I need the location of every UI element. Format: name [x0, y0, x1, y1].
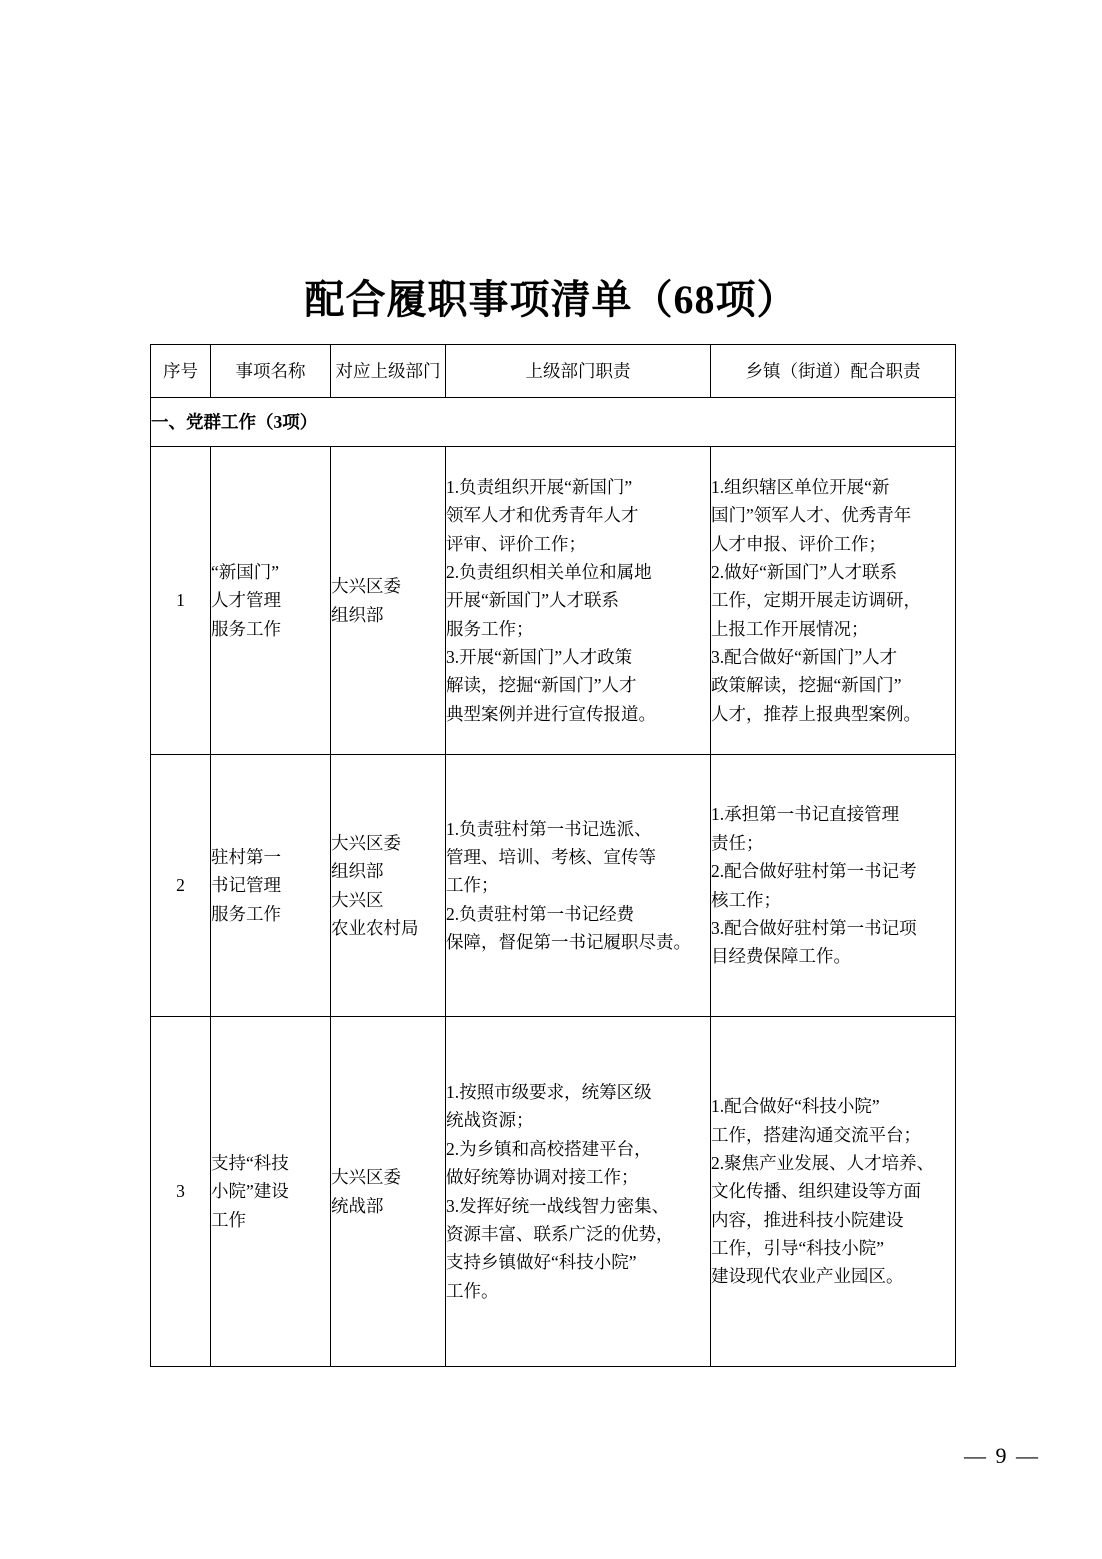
item-name-cell: 支持“科技 小院”建设 工作 [211, 1152, 289, 1230]
township-duty-cell: 1.组织辖区单位开展“新 国门”领军人才、优秀青年 人才申报、评价工作； 2.做好“新国门”人才联系 工作，定期开展走访调研， 上报工作开展情况； 3.配合做好“新国门”人才 政策解读，挖掘“新国门” 人才，推荐上报典型案例。 [711, 476, 921, 724]
upper-duty-cell: 1.负责组织开展“新国门” 领军人才和优秀青年人才 评审、评价工作； 2.负责组织相关单位和属地 开展“新国门”人才联系 服务工作； 3.开展“新国门”人才政策 解读，挖掘“新国门”人才 典型案例并进行宣传报道。 [446, 476, 656, 724]
upper-dept-cell: 大兴区委 组织部 [331, 576, 401, 625]
upper-dept-cell: 大兴区委 统战部 [331, 1167, 401, 1216]
duty-list-table [150, 344, 956, 1367]
row-number: 3 [151, 1017, 211, 1367]
upper-duty-cell: 1.负责驻村第一书记选派、 管理、培训、考核、宣传等 工作； 2.负责驻村第一书记经费 保障，督促第一书记履职尽责。 [446, 818, 691, 953]
row-number: 1 [151, 447, 211, 755]
section-title: 一、党群工作（3项） [151, 398, 956, 447]
column-header-upper-duty: 上级部门职责 [446, 345, 711, 398]
page-number: — 9 — [964, 1443, 1040, 1468]
page-title: 配合履职事项清单（68项） [304, 277, 798, 322]
table-row [151, 447, 956, 755]
row-number: 2 [151, 755, 211, 1017]
item-name-cell: 驻村第一 书记管理 服务工作 [211, 846, 281, 924]
section-header-row [151, 398, 956, 447]
column-header-no: 序号 [151, 345, 211, 398]
table-row [151, 755, 956, 1017]
column-header-township-duty: 乡镇（街道）配合职责 [711, 345, 956, 398]
table-row [151, 1017, 956, 1367]
table-header-row [151, 345, 956, 398]
township-duty-cell: 1.承担第一书记直接管理 责任； 2.配合做好驻村第一书记考 核工作； 3.配合做好驻村第一书记项 目经费保障工作。 [711, 804, 917, 967]
upper-duty-cell: 1.按照市级要求，统筹区级 统战资源； 2.为乡镇和高校搭建平台， 做好统筹协调对接工作； 3.发挥好统一战线智力密集、 资源丰富、联系广泛的优势， 支持乡镇做好“科技小院” 工作。 [446, 1082, 674, 1301]
item-name-cell: “新国门” 人才管理 服务工作 [211, 561, 281, 639]
township-duty-cell: 1.配合做好“科技小院” 工作，搭建沟通交流平台； 2.聚焦产业发展、人才培养、 文化传播、组织建设等方面 内容，推进科技小院建设 工作，引导“科技小院” 建设现代农业产业园区。 [711, 1096, 935, 1287]
upper-dept-cell: 大兴区委 组织部 大兴区 农业农村局 [331, 832, 419, 938]
column-header-upper-dept: 对应上级部门 [331, 345, 446, 398]
column-header-item-name: 事项名称 [211, 345, 331, 398]
